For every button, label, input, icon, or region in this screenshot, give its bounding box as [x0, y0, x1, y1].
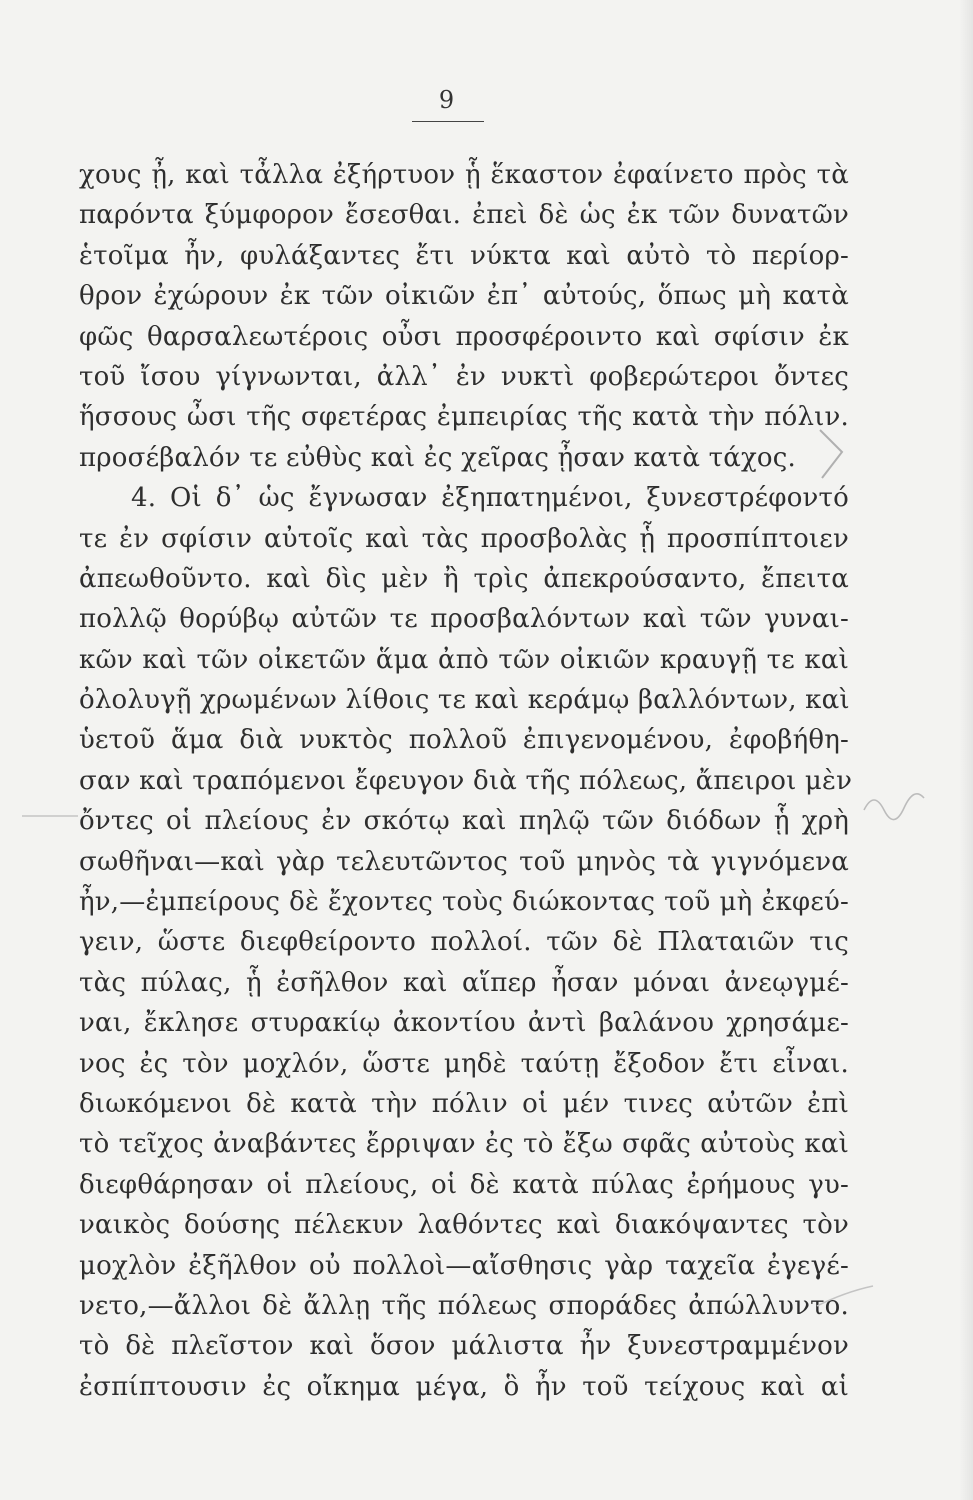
- text-line: ὄντες οἱ πλείους ἐν σκότῳ καὶ πηλῷ τῶν διόδων ᾗ χρὴ: [79, 806, 849, 837]
- text-line: σωθῆναι—καὶ γὰρ τελευτῶντος τοῦ μηνὸς τὰ γιγνόμενα: [79, 846, 849, 877]
- text-line: γειν, ὥστε διεφθείροντο πολλοί. τῶν δὲ Πλαταιῶν τις: [79, 927, 849, 958]
- pencil-dash-mark-lower: [815, 1282, 875, 1312]
- text-line: διωκόμενοι δὲ κατὰ τὴν πόλιν οἱ μέν τινες αὐτῶν ἐπὶ: [79, 1088, 849, 1119]
- text-line: ναι, ἔκλησε στυρακίῳ ἀκοντίου ἀντὶ βαλάνου χρησάμε-: [79, 1008, 849, 1039]
- text-line: τὸ τεῖχος ἀναβάντες ἔρριψαν ἐς τὸ ἔξω σφᾶς αὐτοὺς καὶ: [79, 1129, 849, 1160]
- text-line: διεφθάρησαν οἱ πλείους, οἱ δὲ κατὰ πύλας ἐρήμους γυ-: [79, 1169, 849, 1200]
- text-line: χους ᾖ, καὶ τἆλλα ἐξήρτυον ᾗ ἕκαστον ἐφαίνετο πρὸς τὰ: [79, 160, 849, 190]
- text-line: ναικὸς δούσης πέλεκυν λαθόντες καὶ διακόψαντες τὸν: [79, 1210, 849, 1241]
- page-number-rule: [412, 121, 484, 122]
- text-line: νος ἐς τὸν μοχλόν, ὥστε μηδὲ ταύτῃ ἔξοδον ἔτι εἶναι.: [79, 1048, 849, 1079]
- text-line: ὀλολυγῇ χρωμένων λίθοις τε καὶ κεράμῳ βαλλόντων, καὶ: [79, 685, 850, 716]
- text-line: ἦν,—ἐμπείρους δὲ ἔχοντες τοὺς διώκοντας τοῦ μὴ ἐκφεύ-: [79, 887, 849, 918]
- text-line: τὰς πύλας, ᾗ ἐσῆλθον καὶ αἵπερ ἦσαν μόναι ἀνεῳγμέ-: [79, 967, 849, 998]
- text-line: τὸ δὲ πλεῖστον καὶ ὅσον μάλιστα ἦν ξυνεστραμμένον: [79, 1331, 849, 1362]
- greek-text-body: [79, 155, 853, 1407]
- text-line: κῶν καὶ τῶν οἰκετῶν ἅμα ἀπὸ τῶν οἰκιῶν κραυγῇ τε καὶ: [79, 644, 849, 675]
- chapter-start-line: 4. Οἱ δ᾽ ὡς ἔγνωσαν ἐξηπατημένοι, ξυνεστρέφοντό: [131, 483, 849, 514]
- pencil-squiggle-mark: [860, 780, 930, 830]
- text-line: προσέβαλόν τε εὐθὺς καὶ ἐς χεῖρας ᾖσαν κατὰ τάχος.: [79, 442, 796, 473]
- text-line: σαν καὶ τραπόμενοι ἔφευγον διὰ τῆς πόλεως, ἄπειροι μὲν: [79, 765, 853, 796]
- text-line: θρον ἐχώρουν ἐκ τῶν οἰκιῶν ἐπ᾽ αὐτούς, ὅπως μὴ κατὰ: [79, 281, 849, 312]
- pencil-dash-mark: [20, 810, 80, 822]
- text-line: τοῦ ἴσου γίγνωνται, ἀλλ᾽ ἐν νυκτὶ φοβερώτεροι ὄντες: [79, 361, 849, 392]
- text-line: ἀπεωθοῦντο. καὶ δὶς μὲν ἢ τρὶς ἀπεκρούσαντο, ἔπειτα: [79, 563, 849, 594]
- text-line: ἑτοῖμα ἦν, φυλάξαντες ἔτι νύκτα καὶ αὐτὸ τὸ περίορ-: [79, 240, 849, 271]
- text-line: ὑετοῦ ἅμα διὰ νυκτὸς πολλοῦ ἐπιγενομένου, ἐφοβήθη-: [79, 725, 849, 756]
- text-line: τε ἐν σφίσιν αὐτοῖς καὶ τὰς προσβολὰς ᾗ προσπίπτοιεν: [79, 523, 849, 554]
- text-line: φῶς θαρσαλεωτέροις οὖσι προσφέροιντο καὶ σφίσιν ἐκ: [79, 321, 849, 352]
- text-line: ἥσσους ὦσι τῆς σφετέρας ἐμπειρίας τῆς κατὰ τὴν πόλιν.: [79, 402, 849, 433]
- page-number: 9: [438, 86, 456, 114]
- scan-edge-shadow: [959, 0, 973, 1500]
- text-line: παρόντα ξύμφορον ἔσεσθαι. ἐπεὶ δὲ ὡς ἐκ τῶν δυνατῶν: [79, 200, 849, 231]
- text-line: ἐσπίπτουσιν ἐς οἴκημα μέγα, ὃ ἦν τοῦ τείχους καὶ αἱ: [79, 1371, 849, 1402]
- text-line: μοχλὸν ἐξῆλθον οὐ πολλοὶ—αἴσθησις γὰρ ταχεῖα ἐγεγέ-: [79, 1250, 849, 1281]
- pencil-bracket-mark: [812, 426, 852, 486]
- text-line: νετο,—ἄλλοι δὲ ἄλλῃ τῆς πόλεως σποράδες ἀπώλλυντο.: [79, 1290, 849, 1321]
- text-line: πολλῷ θορύβῳ αὐτῶν τε προσβαλόντων καὶ τῶν γυναι-: [79, 604, 849, 635]
